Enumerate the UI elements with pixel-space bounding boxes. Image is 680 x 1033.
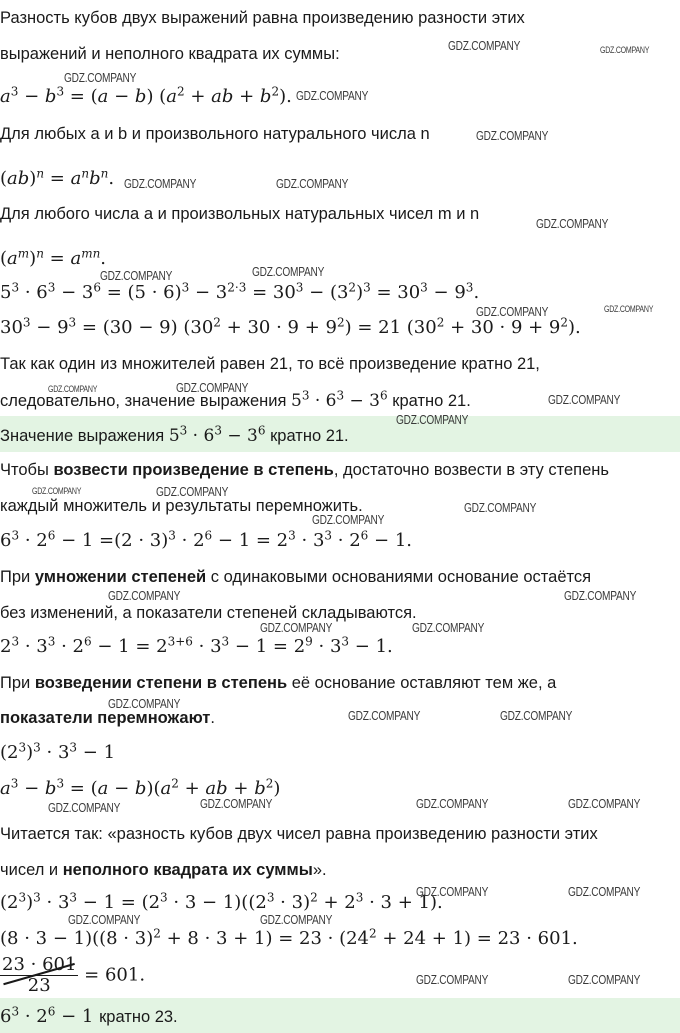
- watermark: GDZ.COMPANY: [464, 500, 537, 515]
- watermark: GDZ.COMPANY: [252, 264, 325, 279]
- watermark: GDZ.COMPANY: [564, 588, 637, 603]
- watermark: GDZ.COMPANY: [604, 304, 654, 314]
- watermark: GDZ.COMPANY: [476, 128, 549, 143]
- formula-step-5: $(2^3)^3 \cdot 3^3 - 1$: [0, 740, 116, 763]
- watermark: GDZ.COMPANY: [448, 38, 521, 53]
- text-fragment: следовательно, значение выражения: [0, 392, 287, 410]
- watermark: GDZ.COMPANY: [156, 484, 229, 499]
- bold-term: неполного квадрата их суммы: [62, 861, 313, 879]
- fraction: [0, 955, 78, 996]
- text-line: без изменений, а показатели степеней складываются.: [0, 604, 417, 622]
- formula-difference-of-cubes-2: $a^3 - b^3 = (a - b)(a^2$ + ab + $b^2$): [0, 776, 281, 799]
- text-line: [0, 860, 327, 880]
- formula-step-6: $(2^3)^3 \cdot 3^3 - 1 = (2^3 \cdot 3 - 1)((2^3 \cdot 3)^2 + 2^3 \cdot 3 + 1)$.: [0, 890, 443, 913]
- watermark: GDZ.COMPANY: [200, 796, 273, 811]
- watermark: GDZ.COMPANY: [348, 708, 421, 723]
- watermark: GDZ.COMPANY: [48, 800, 121, 815]
- watermark: GDZ.COMPANY: [296, 88, 369, 103]
- watermark: GDZ.COMPANY: [548, 392, 621, 407]
- watermark: GDZ.COMPANY: [276, 176, 349, 191]
- text-fragment: .: [210, 709, 215, 727]
- text-line: [0, 673, 556, 693]
- watermark: GDZ.COMPANY: [568, 884, 641, 899]
- watermark: GDZ.COMPANY: [500, 708, 573, 723]
- watermark: GDZ.COMPANY: [108, 588, 181, 603]
- watermark: GDZ.COMPANY: [32, 486, 82, 496]
- text-fragment: ».: [312, 861, 327, 879]
- watermark: GDZ.COMPANY: [396, 412, 469, 427]
- text-line: Читается так: «разность кубов двух чисел равна произведению разности этих: [0, 825, 598, 843]
- text-fragment: с одинаковыми основаниями основание остаётся: [206, 568, 592, 586]
- answer-line-2: $6^3 \cdot 2^6 - 1$ кратно 23.: [0, 1004, 178, 1027]
- watermark: GDZ.COMPANY: [568, 796, 641, 811]
- formula-step-1: $5^3 \cdot 6^3 - 3^6 = (5 \cdot 6)^3 - 3^{2\cdot 3} = 30^3 - (3^2)^3 = 30^3 - 9^3$.: [0, 280, 480, 303]
- text-fragment: , достаточно возвести в эту степень: [333, 461, 609, 479]
- formula-step-7: $(8 \cdot 3 - 1)((8 \cdot 3)^2 + 8 \cdot 3 + 1) = 23 \cdot (24^2 + 24 + 1) = 23 \cdot 601$.: [0, 926, 578, 949]
- text-line: [0, 460, 609, 480]
- text-line: Разность кубов двух выражений равна произведению разности этих: [0, 9, 525, 27]
- text-fragment: Чтобы: [0, 461, 54, 479]
- text-fragment: При: [0, 568, 35, 586]
- text-line: Для любых a и b и произвольного натурального числа n: [0, 125, 430, 143]
- text-line: каждый множитель и результаты перемножить.: [0, 497, 363, 515]
- watermark: GDZ.COMPANY: [600, 45, 650, 55]
- watermark: GDZ.COMPANY: [476, 304, 549, 319]
- text-line: Так как один из множителей равен 21, то всё произведение кратно 21,: [0, 355, 540, 373]
- watermark: GDZ.COMPANY: [124, 176, 197, 191]
- text-fragment: её основание оставляют тем же, а: [287, 674, 557, 692]
- text-fragment: кратно 21.: [270, 427, 349, 445]
- text-fragment: кратно 23.: [99, 1008, 178, 1026]
- bold-term: возведении степени в степень: [34, 674, 288, 692]
- formula-step-2: $30^3 - 9^3 = (30 - 9) (30^2 + 30 \cdot 9 + 9^2) = 21$ $(30^2 + 30 \cdot 9 + 9^2)$.: [0, 315, 581, 338]
- inline-expression: $5^3 \cdot 6^3 - 3^6$: [290, 388, 388, 411]
- fraction-result: = 601.: [84, 964, 146, 986]
- watermark: GDZ.COMPANY: [416, 796, 489, 811]
- watermark: GDZ.COMPANY: [100, 268, 173, 283]
- watermark: GDZ.COMPANY: [412, 620, 485, 635]
- formula-difference-of-cubes: $a^3 - b^3 = (a - b) (a^2$ + ab + $b^2$).: [0, 84, 292, 107]
- watermark: GDZ.COMPANY: [64, 70, 137, 85]
- bold-term: возвести произведение в степень: [53, 461, 334, 479]
- watermark: GDZ.COMPANY: [176, 380, 249, 395]
- text-fragment: При: [0, 674, 35, 692]
- watermark: GDZ.COMPANY: [416, 884, 489, 899]
- answer-line-1: [0, 425, 349, 447]
- formula-fraction: [0, 955, 145, 996]
- bold-term: показатели перемножают: [0, 709, 211, 727]
- text-line: Для любого числа a и произвольных натуральных чисел m и n: [0, 205, 480, 223]
- formula-step-3: $6^3 \cdot 2^6 - 1 =(2 \cdot 3)^3 \cdot 2^6 - 1 = 2^3 \cdot 3^3 \cdot 2^6 - 1$.: [0, 528, 413, 551]
- inline-expression: $5^3 \cdot 6^3 - 3^6$: [168, 423, 266, 446]
- text-line: выражений и неполного квадрата их суммы:: [0, 45, 340, 63]
- watermark: GDZ.COMPANY: [312, 512, 385, 527]
- bold-term: умножении степеней: [34, 568, 207, 586]
- text-fragment: чисел и: [0, 861, 63, 879]
- formula-product-power: $(ab)^n = a^nb^n$.: [0, 166, 115, 189]
- text-fragment: кратно 21.: [392, 392, 471, 410]
- watermark: GDZ.COMPANY: [48, 384, 98, 394]
- watermark: GDZ.COMPANY: [108, 696, 181, 711]
- formula-step-4: $2^3 \cdot 3^3 \cdot 2^6 - 1 = 2^{3+6} \cdot 3^3 - 1 = 2^9 \cdot 3^3 - 1$.: [0, 634, 393, 657]
- watermark: GDZ.COMPANY: [536, 216, 609, 231]
- watermark: GDZ.COMPANY: [68, 912, 141, 927]
- text-line: [0, 567, 591, 587]
- formula-power-of-power: $(a^m)^n = a^{mn}$.: [0, 246, 107, 269]
- watermark: GDZ.COMPANY: [260, 912, 333, 927]
- watermark: GDZ.COMPANY: [416, 972, 489, 987]
- text-line: [0, 708, 215, 728]
- fraction-numerator: 23 · 601: [2, 954, 77, 975]
- watermark: GDZ.COMPANY: [260, 620, 333, 635]
- text-fragment: Значение выражения: [0, 427, 165, 445]
- watermark: GDZ.COMPANY: [568, 972, 641, 987]
- fraction-denominator: 23: [27, 975, 51, 996]
